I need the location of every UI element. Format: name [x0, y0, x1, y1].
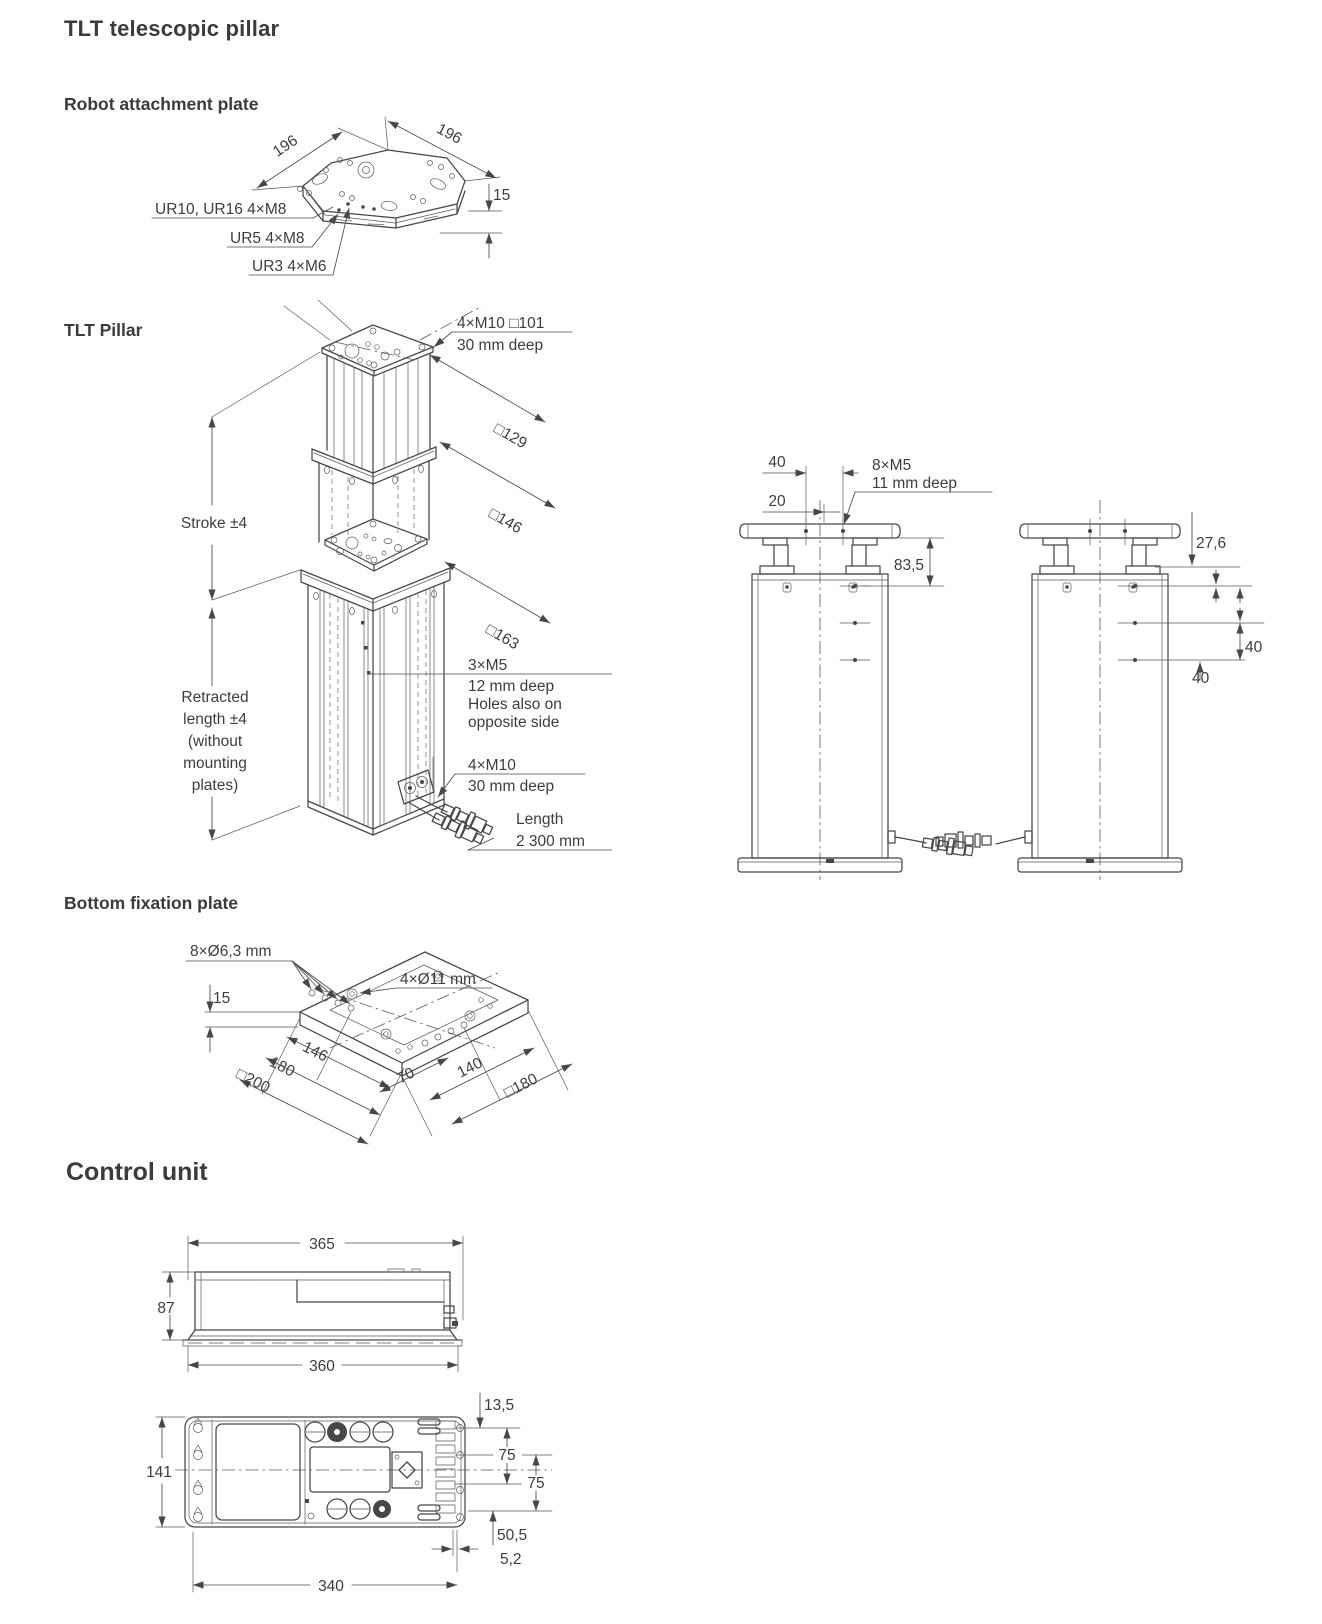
dim-plate-196-right: 196: [433, 120, 465, 148]
label-cable-length-1: Length: [516, 811, 564, 828]
dim-cu-13-5: 13,5: [484, 1397, 515, 1414]
dim-stroke: Stroke ±4: [180, 515, 248, 532]
label-ur3: UR3 4×M6: [252, 258, 327, 275]
section-heading-bottom-plate: Bottom fixation plate: [64, 893, 239, 913]
dim-bp-15: 15: [213, 990, 231, 1007]
tlt-pillar-dimensions: [168, 315, 612, 850]
dim-cu-5-2: 5,2: [500, 1551, 522, 1568]
dim-bp-140: 140: [454, 1054, 486, 1082]
dim-83-5: 83,5: [893, 557, 924, 574]
label-top-holes-1: 4×M10 □101: [457, 315, 545, 332]
dim-elev-40-a: 40: [1245, 639, 1263, 656]
dim-cu-340: 340: [318, 1578, 344, 1595]
label-ur5: UR5 4×M8: [230, 230, 305, 247]
dim-sq146: □146: [485, 504, 525, 538]
label-8-d63: 8×Ø6,3 mm: [190, 943, 272, 960]
label-side-holes-3: Holes also on: [468, 696, 562, 713]
section-heading-robot-plate: Robot attachment plate: [64, 94, 259, 114]
label-4-d11: 4×Ø11 mm: [400, 971, 476, 988]
dim-cu-365: 365: [309, 1236, 335, 1253]
control-unit-bottom-view: [146, 1393, 552, 1595]
dim-bp-70: 70: [394, 1064, 418, 1088]
elevation-dimensions: [763, 454, 1264, 687]
section-heading-tlt-pillar: TLT Pillar: [64, 320, 143, 340]
label-cable-length-2: 2 300 mm: [516, 833, 585, 850]
label-retracted-5: plates): [191, 777, 239, 794]
bottom-fixation-plate-drawing: [186, 943, 572, 1144]
label-top-holes-2: 30 mm deep: [457, 337, 544, 354]
label-side-holes-2: 12 mm deep: [468, 678, 555, 695]
label-plate-holes-2: 11 mm deep: [872, 475, 958, 492]
label-side-holes-1: 3×M5: [468, 657, 508, 674]
dim-plate-196-left: 196: [270, 131, 301, 161]
label-ur10-ur16: UR10, UR16 4×M8: [155, 201, 287, 218]
label-retracted-1: Retracted: [181, 689, 249, 706]
section-heading-control-unit: Control unit: [66, 1158, 208, 1186]
label-plate-holes-1: 8×M5: [872, 457, 912, 474]
dim-cu-87: 87: [157, 1300, 175, 1317]
dim-cu-75-b: 75: [527, 1475, 545, 1492]
dim-bp-200: □200: [233, 1065, 273, 1097]
dim-cu-50-5: 50,5: [497, 1527, 528, 1544]
page-title: TLT telescopic pillar: [64, 16, 280, 41]
label-retracted-2: length ±4: [183, 711, 247, 728]
dim-sq129: □129: [490, 419, 530, 453]
label-retracted-3: (without: [187, 733, 243, 750]
dim-cu-75-a: 75: [498, 1447, 516, 1464]
label-bottom-holes-2: 30 mm deep: [468, 778, 555, 795]
robot-attachment-plate-drawing: [152, 117, 510, 275]
label-bottom-holes-1: 4×M10: [468, 757, 516, 774]
label-side-holes-4: opposite side: [468, 714, 560, 731]
dim-elev-40-top: 40: [768, 454, 786, 471]
pillar-elevation-left: [738, 500, 974, 880]
tlt-pillar-isometric-drawing: [284, 300, 495, 847]
control-unit-side-view: [157, 1236, 463, 1375]
dim-bp-180b: □180: [501, 1070, 541, 1102]
label-retracted-4: mounting: [183, 755, 247, 772]
dim-bp-180: 180: [266, 1053, 298, 1081]
dim-plate-15: 15: [493, 187, 511, 204]
dim-elev-20: 20: [768, 493, 786, 510]
dim-27-6: 27,6: [1196, 535, 1227, 552]
dim-elev-40-b: 40: [1192, 670, 1210, 687]
dim-bp-146: 146: [299, 1038, 331, 1066]
dim-sq163: □163: [482, 620, 522, 654]
dim-cu-141: 141: [146, 1464, 172, 1481]
pillar-elevation-right: [936, 500, 1182, 880]
dim-cu-360: 360: [309, 1358, 335, 1375]
